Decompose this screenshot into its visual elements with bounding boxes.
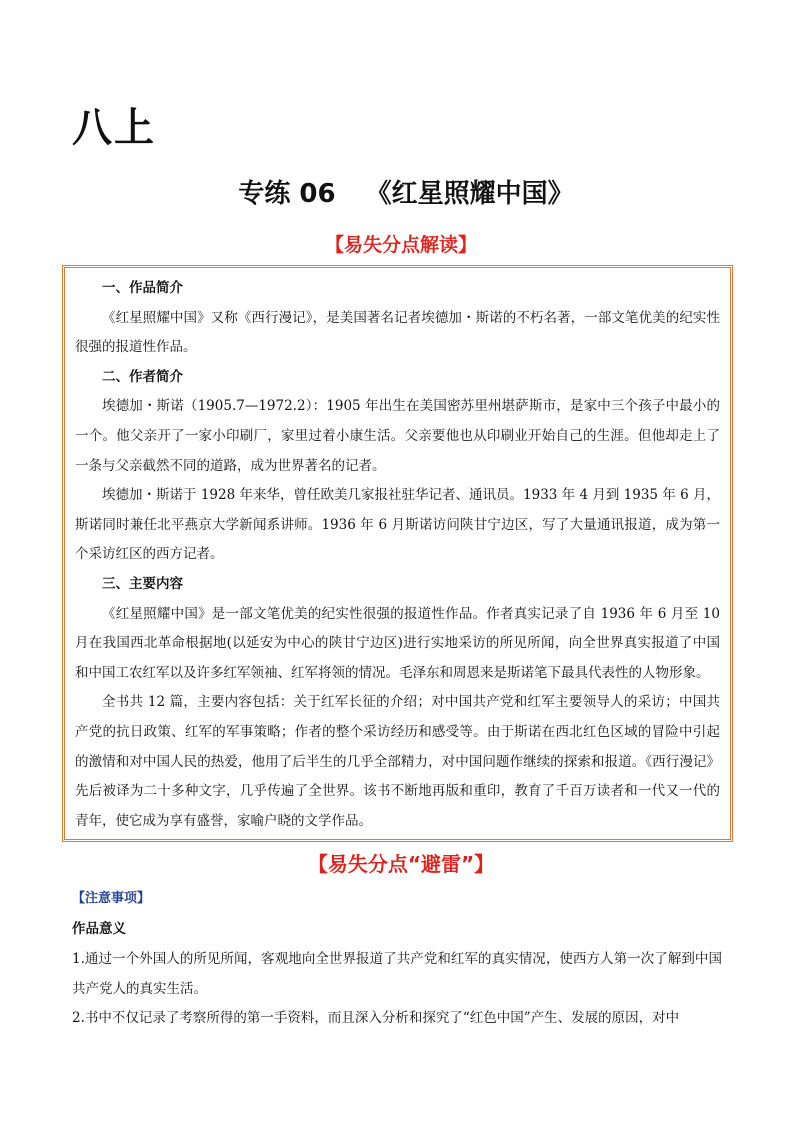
notes-subtitle: 作品意义 [72,921,126,937]
section-heading-pitfalls: 【易失分点“避雷”】 [307,852,495,876]
analysis-content [75,274,720,836]
body-paragraph: 《红星照耀中国》又称《西行漫记》，是美国著名记者埃德加・斯诺的不朽名著，一部文笔优美的纪实性很强的报道性作品。 [75,309,720,356]
subsection-heading: 一、作品简介 [102,280,183,296]
body-paragraph: 埃德加・斯诺（1905.7—1972.2）：1905 年出生在美国密苏里州堪萨斯市，是家中三个孩子中最小的一个。他父亲开了一家小印刷厂，家里过着小康生活。父亲要他也从印刷业开始自己的生涯。但他却走上了一条与父亲截然不同的道路，成为世界著名的记者。 [75,398,720,474]
subsection-heading: 三、主要内容 [102,575,183,592]
notes-list [72,945,722,1034]
grade-label: 八上 [72,105,156,151]
page-title [0,174,794,214]
notes-section [72,885,722,1034]
analysis-box [62,265,733,842]
body-paragraph: 埃德加・斯诺于 1928 年来华，曾任欧美几家报社驻华记者、通讯员。1933 年 4 月到 1935 年 6 月，斯诺同时兼任北平燕京大学新闻系讲师。1936 年 6 月斯诺访问陕甘宁边区，写了大量通讯报道，成为第一个采访红区的西方记者。 [75,487,720,563]
note-item: 2.书中不仅记录了考察所得的第一手资料，而且深入分析和探究了“红色中国”产生、发展的原因，对中 [72,1010,680,1027]
title-book: 《红星照耀中国》 [365,179,574,209]
notes-tag: 【注意事项】 [72,891,151,906]
body-paragraph: 全书共 12 篇，主要内容包括：关于红军长征的介绍；对中国共产党和红军主要领导人的采访；中国共产党的抗日政策、红军的军事策略；作者的整个采访经历和感受等。由于斯诺在西北红色区域的冒险中引起的激情和对中国人民的热爱，他用了后半生的几乎全部精力，对中国问题作继续的探索和报道。《西行漫记》先后被译为二十多种文字，几乎传遍了全世界。该书不断地再版和重印，教育了千百万读者和一代又一代的青年，使它成为享有盛誉，家喻户晓的文学作品。 [75,694,720,829]
body-paragraph: 《红星照耀中国》是一部文笔优美的纪实性很强的报道性作品。作者真实记录了自 1936 年 6 月至 10 月在我国西北革命根据地(以延安为中心的陕甘宁边区)进行实地采访的所见所闻，向全世界真实报道了中国和中国工农红军以及许多红军领袖、红军将领的情况。毛泽东和周恩来是斯诺笔下最具代表性的人物形象。 [75,605,720,681]
subsection-heading: 二、作者简介 [102,368,183,385]
section-heading-analysis: 【易失分点解读】 [324,234,477,256]
note-item: 1.通过一个外国人的所见所闻，客观地向全世界报道了共产党和红军的真实情况，使西方人第一次了解到中国共产党人的真实生活。 [72,951,722,997]
title-number: 专练 06 [238,179,336,209]
